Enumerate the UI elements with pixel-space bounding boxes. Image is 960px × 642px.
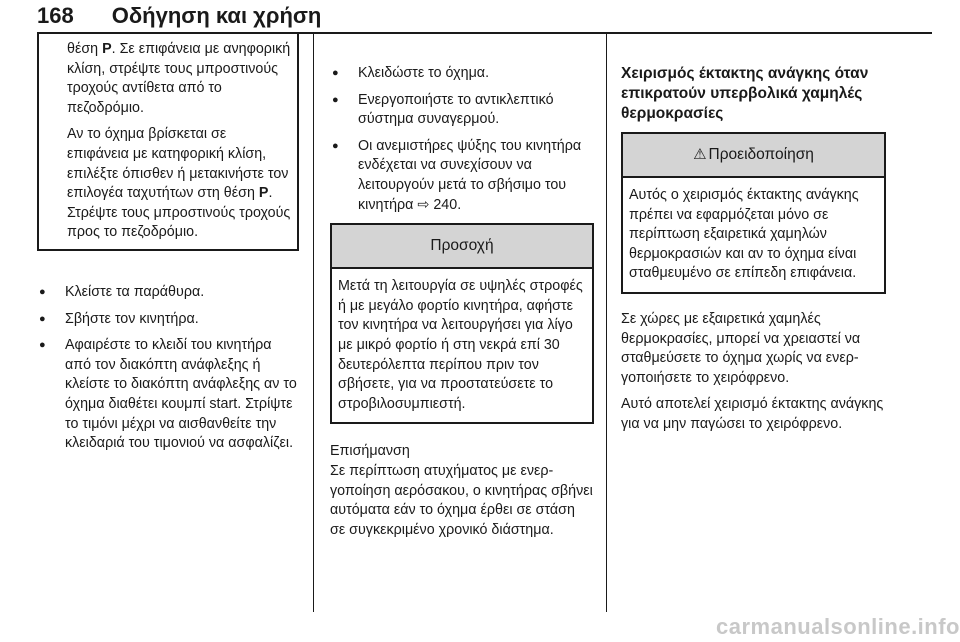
column-middle [330,64,594,540]
box-paragraph: θέση P. Σε επιφάνεια με ανηφορική κλίση, στρέψτε τους μπροστινούς τροχούς αντίθετα από το πεζοδρόμιο. [67,41,291,116]
page-number: 168 [37,3,74,28]
note-body: Σε περίπτωση ατυχήματος με ενεργοποίηση αερόσακου, ο κινητήρας σβήνει αυτόματα εάν το όχημα έρθει σε στάση σε συγκεκριμένο χρονικό διάστημα. [330,462,593,538]
box-paragraph: Αν το όχημα βρίσκεται σε επιφάνεια με κατηφορική κλίση, επιλέξτε όπισθεν ή μετακινήστε τον επιλογέα ταχυτήτων στη θέση P. Στρέψτε τους μπροστινούς τροχούς προς το πεζοδρόμιο. [67,126,291,241]
list-item: ● Ενεργοποιήστε το αντικλεπτικό σύστημα συναγερμού. [330,91,594,130]
column-divider [606,34,607,612]
warning-title: Προειδοποίηση [708,146,814,164]
warning-box [621,132,886,294]
note-title: Επισήμανση [330,443,410,460]
column-left-bullets [37,283,299,461]
watermark: carmanualsonline.info [716,614,960,639]
paragraph: Σε χώρες με εξαιρετικά χαμηλές θερμοκρασίες, μπορεί να χρειαστεί να σταθμεύσετε το όχημα χωρίς να ενεργοποιήσετε το χειρόφρενο. [621,310,861,386]
page-header [37,0,932,34]
caution-body [332,269,592,422]
warning-icon: ⚠ [693,146,707,164]
column-right [621,64,886,442]
list-item: ● Κλείστε τα παράθυρα. [37,283,299,303]
list-item: ● Αφαιρέστε το κλειδί του κινητήρα από τον διακόπτη ανάφλεξης ή κλείστε το διακόπτη ανάφλεξης αν το όχημα διαθέτει κουμπί start. Στρίψτε το τιμόνι μέχρι να αισθανθείτε την κλειδαριά του τιμονιού να ασφαλίζει. [37,336,299,454]
list-item: ● Σβήστε τον κινητήρα. [37,310,299,330]
caution-title: Προσοχή [332,225,592,269]
list-item: ● Κλειδώστε το όχημα. [330,64,594,84]
column-divider [313,34,314,612]
list-item: ● Οι ανεμιστήρες ψύξης του κινητήρα ενδέχεται να συνεχίσουν να λειτουργούν μετά το σβήσιμο του κινητήρα ⇨ 240. [330,137,594,215]
page-title: Οδήγηση και χρήση [111,3,322,28]
paragraph: Αυτό αποτελεί χειρισμό έκτακτης ανάγκης για να μην παγώσει το χειρόφρενο. [621,396,884,432]
note [330,442,594,540]
caution-box [330,223,594,424]
continued-box [37,34,299,251]
warning-body [623,178,884,292]
caution-text: Μετά τη λειτουργία σε υψηλές στροφές ή με μεγάλο φορτίο κινητήρα, αφήστε τον κινητήρα να λειτουργήσει για λίγο με μικρό φορτίο ή στη νεκρά επί 30 δευτερόλεπτα περίπου πριν τον σβήσετε, για να προστατεύσετε το στροβιλοσυμπιεστή. [338,278,583,412]
column-left [37,34,299,251]
warning-text: Αυτός ο χειρισμός έκτακτης ανάγκης πρέπει να εφαρμόζεται μόνο σε περίπτωση εξαιρετικά χαμηλών θερμοκρασιών και αν το όχημα είναι σταθμευμένο σε επίπεδη επιφάνεια. [629,187,859,282]
section-heading: Χειρισμός έκτακτης ανάγκης όταν επικρατούν υπερβολικά χαμηλές θερμοκρασίες [621,65,869,122]
warning-title-bar [623,134,884,178]
